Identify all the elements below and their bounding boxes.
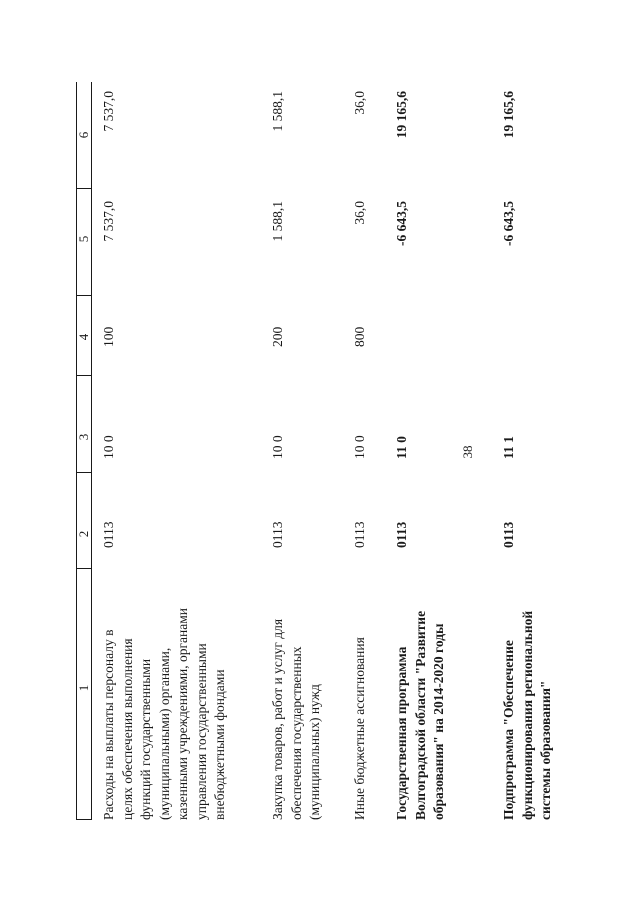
header-col-2: 2 xyxy=(76,530,91,538)
row-change-amount: 1 588,1 xyxy=(270,201,285,242)
row-code: 0113 xyxy=(352,521,367,548)
row-change-amount: -6 643,5 xyxy=(394,201,409,246)
row-change-amount: -6 643,5 xyxy=(501,201,516,246)
header-col-5: 5 xyxy=(76,235,91,243)
table-row-name: Иные бюджетные ассигнования xyxy=(352,637,367,820)
row-total-amount: 7 537,0 xyxy=(101,91,116,132)
table-row-name: Закупка товаров, работ и услуг для обеспечения государственных (муниципальных) нужд xyxy=(270,618,322,820)
row-change-amount: 7 537,0 xyxy=(101,201,116,242)
col-divider-1 xyxy=(76,568,92,569)
row-program: 10 0 xyxy=(101,435,116,459)
row-program: 10 0 xyxy=(352,435,367,459)
row-total-amount: 1 588,1 xyxy=(270,91,285,132)
header-col-1: 1 xyxy=(76,684,91,692)
row-program: 11 1 xyxy=(501,436,516,459)
table-row-name: Государственная программа Волгоградской области "Развитие образования" на 2014-2020 годы xyxy=(394,610,446,820)
header-col-6: 6 xyxy=(76,131,91,139)
row-expense-type: 800 xyxy=(352,326,367,347)
table-row-name: Подпрограмма "Обеспечение функционирования региональной системы образования" xyxy=(501,610,553,820)
page-number: 38 xyxy=(460,445,475,459)
row-expense-type: 200 xyxy=(270,326,285,347)
row-program: 10 0 xyxy=(270,435,285,459)
row-total-amount: 36,0 xyxy=(352,91,367,115)
header-col-4: 4 xyxy=(76,333,91,341)
col-divider-4 xyxy=(76,295,92,296)
row-program: 11 0 xyxy=(394,436,409,459)
col-divider-2 xyxy=(76,472,92,473)
col-divider-5 xyxy=(76,188,92,189)
row-total-amount: 19 165,6 xyxy=(501,91,516,139)
header-col-3: 3 xyxy=(76,433,91,441)
table-left-border xyxy=(76,819,92,820)
header-bottom-border xyxy=(91,82,92,820)
table-row-name: Расходы на выплаты персоналу в целях обеспечения выполнения функций государственными (муниципальными) органами, казенными учреждениями, органами управления государственными внебюджетными фондами xyxy=(101,608,227,820)
row-code: 0113 xyxy=(101,521,116,548)
row-code: 0113 xyxy=(394,521,409,548)
row-change-amount: 36,0 xyxy=(352,201,367,225)
table-top-border xyxy=(76,82,77,820)
col-divider-3 xyxy=(76,375,92,376)
row-code: 0113 xyxy=(270,521,285,548)
row-total-amount: 19 165,6 xyxy=(394,91,409,139)
row-code: 0113 xyxy=(501,521,516,548)
row-expense-type: 100 xyxy=(101,326,116,347)
